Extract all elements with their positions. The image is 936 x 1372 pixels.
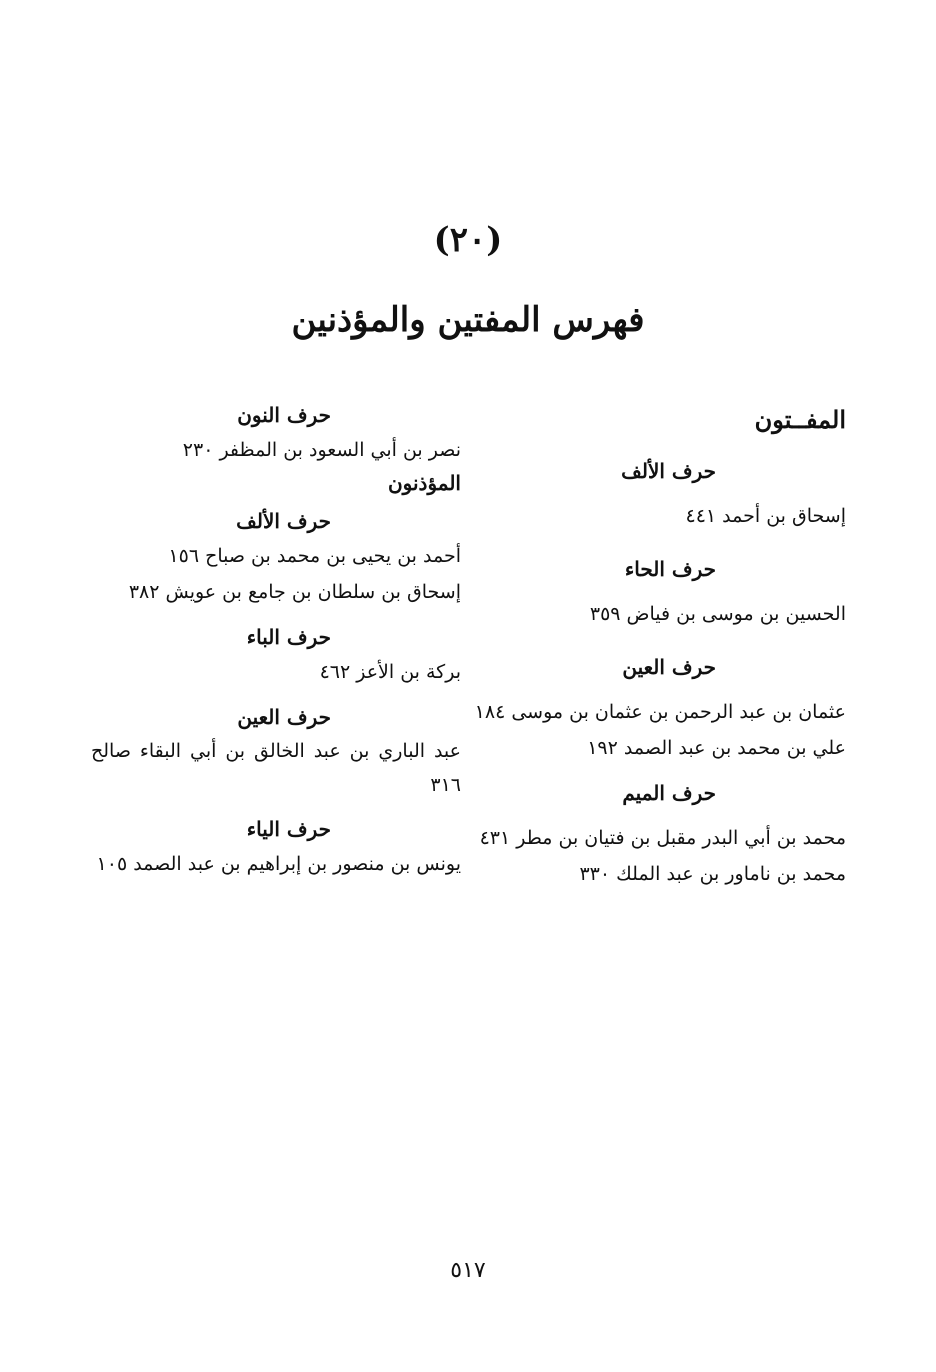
letter-heading: حرف الباء (246, 625, 331, 649)
index-entry: إسحاق بن سلطان بن جامع بن عويش ٣٨٢ (128, 581, 461, 603)
muadhinun-heading: المؤذنون (387, 471, 461, 495)
index-entry: إسحاق بن أحمد ٤٤١ (685, 505, 846, 527)
index-entry: محمد بن أبي البدر مقبل بن فتيان بن مطر ٤٣١ (479, 827, 846, 849)
index-entry: بركة بن الأعز ٤٦٢ (319, 661, 461, 683)
index-entry: الحسين بن موسى بن فياض ٣٥٩ (589, 603, 846, 625)
letter-heading: حرف العين (622, 655, 716, 679)
muftun-heading: المفــتون (754, 405, 846, 434)
index-entry: يونس بن منصور بن إبراهيم بن عبد الصمد ١٠٥ (96, 853, 461, 875)
section-number: (٢٠) (433, 220, 503, 260)
page-number: ٥١٧ (450, 1258, 486, 1283)
index-entry: أحمد بن يحيى بن محمد بن صباح ١٥٦ (168, 545, 461, 567)
letter-heading: حرف الألف (621, 459, 716, 483)
letter-heading: حرف النون (237, 403, 331, 427)
index-entry: نصر بن أبي السعود بن المظفر ٢٣٠ (182, 439, 461, 461)
letter-heading: حرف العين (237, 705, 331, 729)
letter-heading: حرف الميم (622, 781, 716, 805)
muadhinun-column (91, 398, 461, 882)
index-entry: علي بن محمد بن عبد الصمد ١٩٢ (587, 737, 846, 759)
index-entry: عبد الباري بن عبد الخالق بن أبي البقاء صالح ٣١٦ (91, 740, 461, 796)
page-title: فهرس المفتين والمؤذنين (291, 300, 645, 340)
letter-heading: حرف الحاء (624, 557, 716, 581)
letter-heading: حرف الياء (246, 817, 331, 841)
letter-heading: حرف الألف (236, 509, 331, 533)
index-entry: محمد بن ناماور بن عبد الملك ٣٣٠ (579, 863, 846, 885)
index-entry: عثمان بن عبد الرحمن بن عثمان بن موسى ١٨٤ (474, 701, 846, 723)
muftun-column (476, 400, 846, 892)
